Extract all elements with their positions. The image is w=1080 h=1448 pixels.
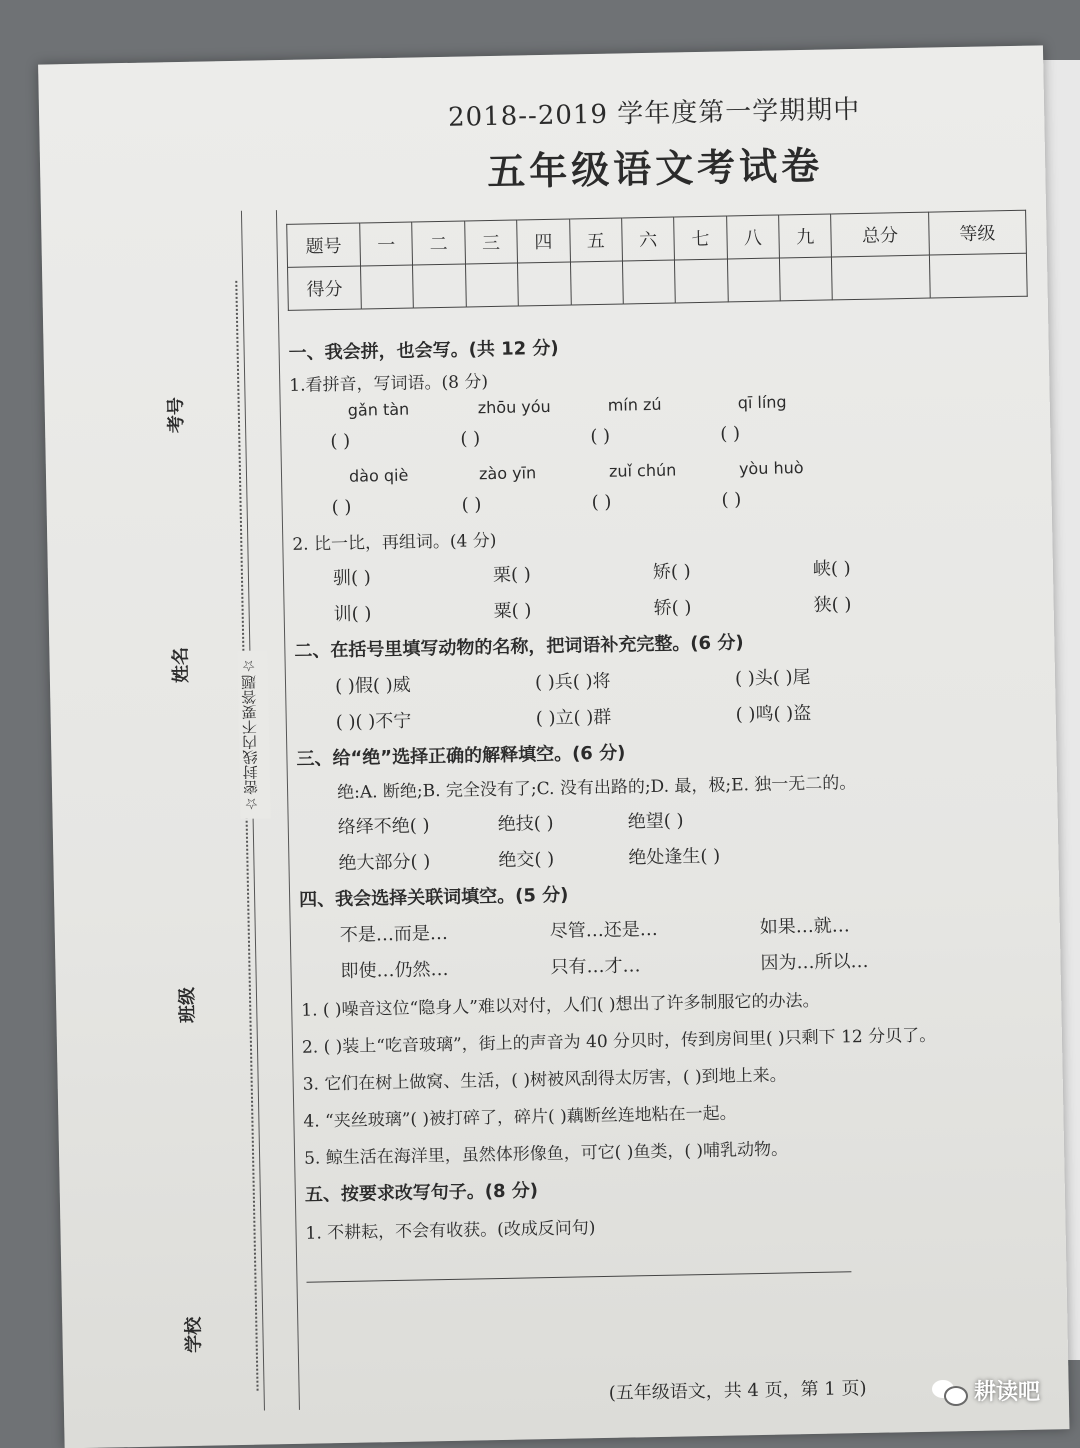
answer-line[interactable] [307, 1271, 852, 1282]
binding-margin [131, 210, 304, 1413]
compare-item[interactable]: 峡( ) [812, 558, 851, 580]
jue-row [338, 800, 1038, 839]
pinyin: dào qiè [348, 465, 409, 486]
exam-title: 五年级语文考试卷 [486, 142, 824, 195]
pinyin: gǎn tàn [347, 399, 410, 420]
compare-item[interactable]: 栗( ) [492, 564, 531, 587]
score-col: 五 [569, 218, 622, 262]
pinyin: qī líng [737, 392, 787, 413]
jue-item[interactable]: 绝交( ) [498, 848, 555, 871]
jue-item[interactable]: 绝大部分( ) [338, 851, 431, 875]
jue-definition: 绝:A. 断绝;B. 完全没有了;C. 没有出路的;D. 最，极;E. 独一无二的。 [336, 773, 857, 804]
score-cell[interactable] [675, 259, 728, 303]
conjunction-option: 不是…而是… [339, 922, 449, 947]
section-2-title: 二、在括号里填写动物的名称，把词语补充完整。(6 分) [294, 632, 744, 662]
exam-number-label: 考号 [165, 396, 188, 434]
score-col: 总分 [831, 212, 929, 257]
year-line: 2018--2019 学年度第一学期期中 [447, 94, 861, 133]
compare-item[interactable]: 狭( ) [813, 594, 852, 616]
pinyin: zào yīn [478, 463, 537, 484]
jue-item[interactable]: 络绎不绝( ) [337, 815, 430, 839]
school-label: 学校 [183, 1316, 205, 1354]
score-col: 七 [674, 216, 727, 260]
score-col: 四 [517, 219, 570, 263]
score-cell[interactable] [832, 255, 930, 300]
score-cell[interactable] [929, 253, 1027, 298]
section-1-title: 一、我会拼，也会写。(共 12 分) [288, 337, 559, 364]
answer-blank[interactable]: ( ) [720, 423, 741, 445]
answer-blank[interactable]: ( ) [330, 430, 351, 453]
score-col: 八 [726, 215, 779, 259]
watermark-text: 耕读吧 [973, 1380, 1040, 1405]
idiom-item[interactable]: ( )鸣( )盗 [735, 702, 812, 726]
conjunction-sentence[interactable]: 4. “夹丝玻璃”( )被打碎了，碎片( )藕断丝连地粘在一起。 [303, 1103, 737, 1132]
score-col: 一 [360, 222, 413, 266]
class-label: 班级 [176, 986, 199, 1024]
compare-item[interactable]: 粟( ) [493, 600, 532, 622]
jue-item[interactable]: 绝处逢生( ) [628, 845, 721, 869]
section-4-title: 四、我会选择关联词填空。(5 分) [298, 884, 569, 911]
compare-item[interactable]: 轿( ) [653, 597, 692, 619]
score-col: 六 [622, 217, 675, 261]
conjunction-option: 如果…就… [759, 915, 850, 938]
score-table-row2-label: 得分 [288, 266, 362, 310]
answer-blank[interactable]: ( ) [460, 428, 481, 450]
idiom-item[interactable]: ( )立( )群 [535, 706, 612, 730]
conjunction-sentence[interactable]: 3. 它们在树上做窝、生活，( )树被风刮得太厉害，( )到地上来。 [302, 1065, 787, 1095]
compare-row [333, 551, 1033, 590]
section-1-q1: 1.看拼音，写词语。(8 分) [289, 372, 489, 396]
conjunction-option: 只有…才… [550, 955, 641, 978]
score-cell[interactable] [622, 260, 675, 304]
pinyin: zhōu yóu [477, 396, 551, 418]
idiom-item[interactable]: ( )头( )尾 [734, 666, 811, 690]
score-cell[interactable] [413, 264, 466, 308]
answer-blank[interactable]: ( ) [590, 425, 611, 448]
compare-item[interactable]: 训( ) [333, 603, 372, 626]
answer-blank[interactable]: ( ) [591, 491, 612, 514]
score-col: 九 [779, 214, 832, 258]
section-1-q2: 2. 比一比，再组词。(4 分) [292, 530, 497, 555]
compare-item[interactable]: 驯( ) [332, 567, 371, 590]
idiom-row [335, 695, 1035, 734]
idiom-item[interactable]: ( )兵( )将 [534, 670, 611, 694]
score-col: 等级 [928, 210, 1026, 255]
score-cell[interactable] [518, 262, 571, 306]
score-table-row1-label: 题号 [287, 223, 361, 267]
conjunction-sentence[interactable]: 5. 鲸生活在海洋里，虽然体形像鱼，可它( )鱼类，( )哺乳动物。 [303, 1139, 789, 1169]
watermark [932, 1375, 1040, 1406]
jue-row [338, 836, 1038, 875]
seal-notice: ☆密封线内不要答题☆ [237, 650, 270, 819]
conjunction-row [340, 908, 1040, 947]
conjunction-option: 即使…仍然… [340, 958, 449, 983]
score-cell[interactable] [465, 263, 518, 307]
exam-paper [38, 45, 1069, 1448]
answer-blank[interactable]: ( ) [461, 494, 482, 516]
page-footer: (五年级语文，共 4 页，第 1 页) [608, 1377, 867, 1404]
name-label: 姓名 [170, 646, 192, 684]
pinyin: mín zú [607, 394, 662, 415]
exam-content [284, 76, 1047, 1283]
conjunction-sentence[interactable]: 1. ( )噪音这位“隐身人”难以对付，人们( )想出了许多制服它的办法。 [301, 990, 820, 1021]
jue-item[interactable]: 绝技( ) [497, 812, 554, 835]
score-cell[interactable] [779, 257, 832, 301]
section-5-q1: 1. 不耕耘，不会有收获。(改成反问句) [305, 1218, 596, 1244]
conjunction-row [340, 944, 1040, 983]
pinyin-grid [330, 388, 1032, 525]
score-cell[interactable] [361, 265, 414, 309]
answer-blank[interactable]: ( ) [721, 489, 742, 511]
score-table [286, 210, 1028, 311]
school-field [162, 1316, 205, 1354]
name-field [149, 646, 192, 684]
score-cell[interactable] [727, 258, 780, 302]
pinyin: yòu huò [738, 458, 804, 479]
exam-number-field [145, 396, 188, 434]
idiom-item[interactable]: ( )( )不宁 [335, 710, 412, 734]
score-col: 二 [412, 221, 465, 265]
conjunction-sentence[interactable]: 2. ( )装上“吃音玻璃”，街上的声音为 40 分贝时，传到房间里( )只剩下 12 分贝了。 [301, 1025, 937, 1058]
jue-item[interactable]: 绝望( ) [627, 810, 684, 833]
wechat-icon [932, 1378, 966, 1404]
answer-blank[interactable]: ( ) [331, 496, 352, 519]
conjunction-option: 因为…所以… [760, 950, 869, 974]
compare-item[interactable]: 矫( ) [652, 561, 691, 583]
idiom-item[interactable]: ( )假( )威 [334, 674, 411, 698]
score-cell[interactable] [570, 261, 623, 305]
idiom-row [335, 659, 1035, 698]
class-field [156, 986, 199, 1024]
conjunction-option: 尽管…还是… [549, 918, 659, 942]
seal-dotted-line [235, 281, 258, 1391]
pinyin: zuǐ chún [608, 460, 677, 481]
compare-row [333, 587, 1033, 626]
section-5-title: 五、按要求改写句子。(8 分) [304, 1180, 539, 1206]
section-3-title: 三、给“绝”选择正确的解释填空。(6 分) [296, 742, 626, 770]
score-col: 三 [464, 220, 517, 264]
